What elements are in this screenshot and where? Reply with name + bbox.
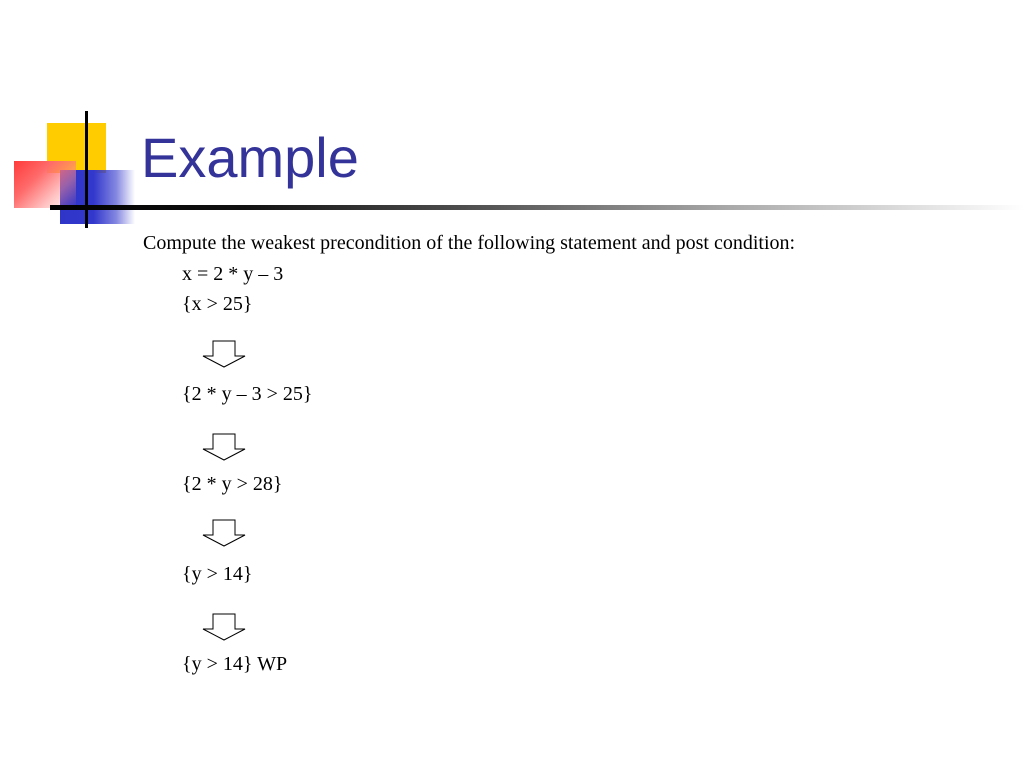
title-underline — [50, 205, 1024, 210]
statement-text: x = 2 * y – 3 — [182, 263, 284, 285]
slide-title: Example — [141, 126, 359, 189]
down-arrow-icon — [202, 340, 246, 368]
down-arrow-icon — [202, 519, 246, 547]
down-arrow-icon — [202, 433, 246, 461]
intro-text: Compute the weakest precondition of the following statement and post condition: — [143, 232, 796, 254]
logo-vertical-line — [85, 111, 88, 228]
postcondition-text: {x > 25} — [182, 293, 253, 315]
step-3-text: {y > 14} — [182, 563, 253, 585]
step-1-text: {2 * y – 3 > 25} — [182, 383, 313, 405]
down-arrow-icon — [202, 613, 246, 641]
step-2-text: {2 * y > 28} — [182, 473, 283, 495]
step-4-text: {y > 14} WP — [182, 653, 288, 675]
logo-red-square — [14, 161, 76, 208]
